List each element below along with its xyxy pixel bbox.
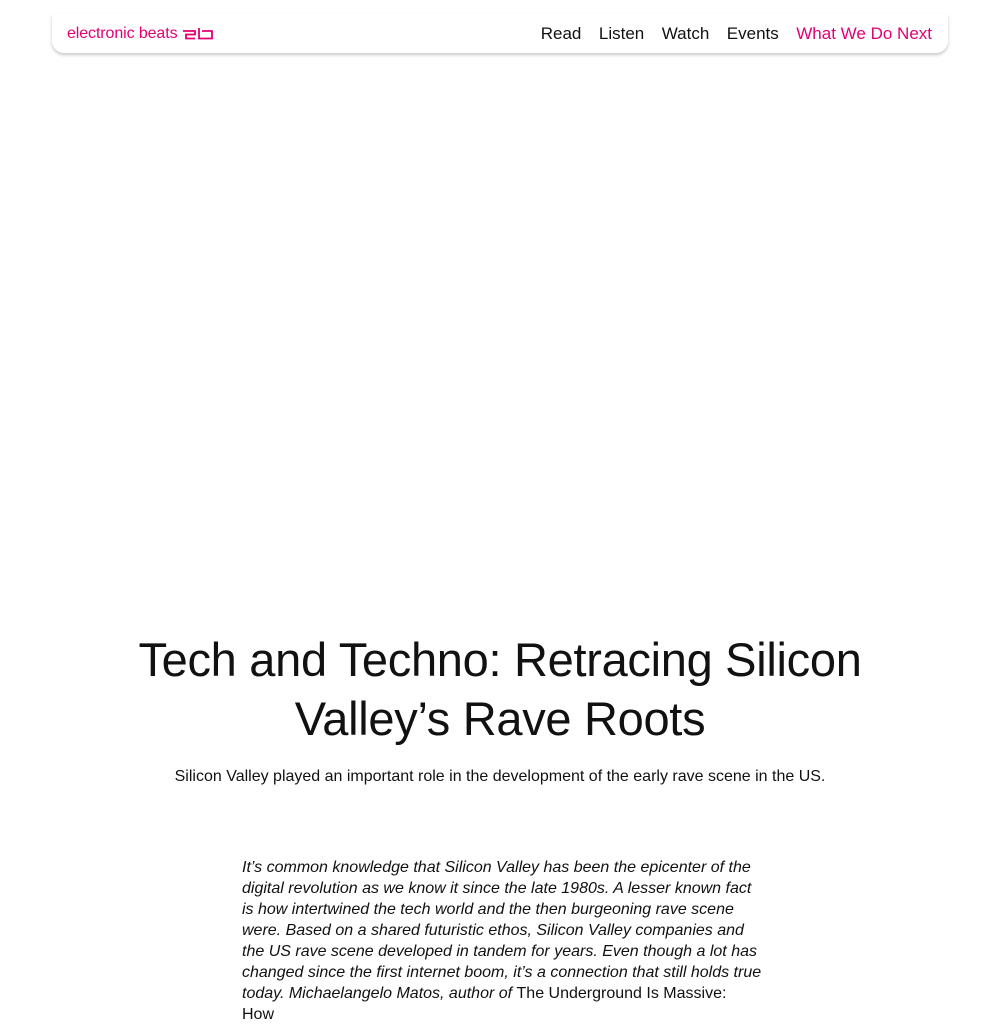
nav-what-we-do-next[interactable]: What We Do Next	[796, 23, 932, 43]
article-intro-text: It’s common knowledge that Silicon Valley has been the epicenter of the digital revolution as we know it since the late 1980s. A lesser known fact is how intertwined the tech world and the then burgeoning rave scene were. Based on a shared futuristic ethos, Silicon Valley companies and the US rave scene developed in tandem for years. Even though a lot has changed since the first internet boom, it’s a connection that still holds true today. Michaelangelo Matos, author of	[242, 859, 762, 1002]
site-header	[52, 14, 948, 53]
article-title: Tech and Techno: Retracing Silicon Valley’s Rave Roots	[138, 633, 862, 745]
logo-text: electronic beats	[67, 24, 178, 42]
hero-image	[0, 60, 1000, 600]
nav-events[interactable]: Events	[726, 23, 779, 43]
book-title: The Underground Is Massive: How	[242, 985, 727, 1023]
article-subtitle: Silicon Valley played an important role in the development of the early rave scene in the US.	[174, 768, 826, 785]
main-nav	[523, 24, 932, 44]
nav-listen[interactable]: Listen	[598, 23, 645, 43]
eb-monogram-icon	[182, 27, 213, 40]
site-logo[interactable]	[67, 25, 213, 43]
nav-watch[interactable]: Watch	[661, 23, 710, 43]
nav-read[interactable]: Read	[540, 23, 582, 43]
